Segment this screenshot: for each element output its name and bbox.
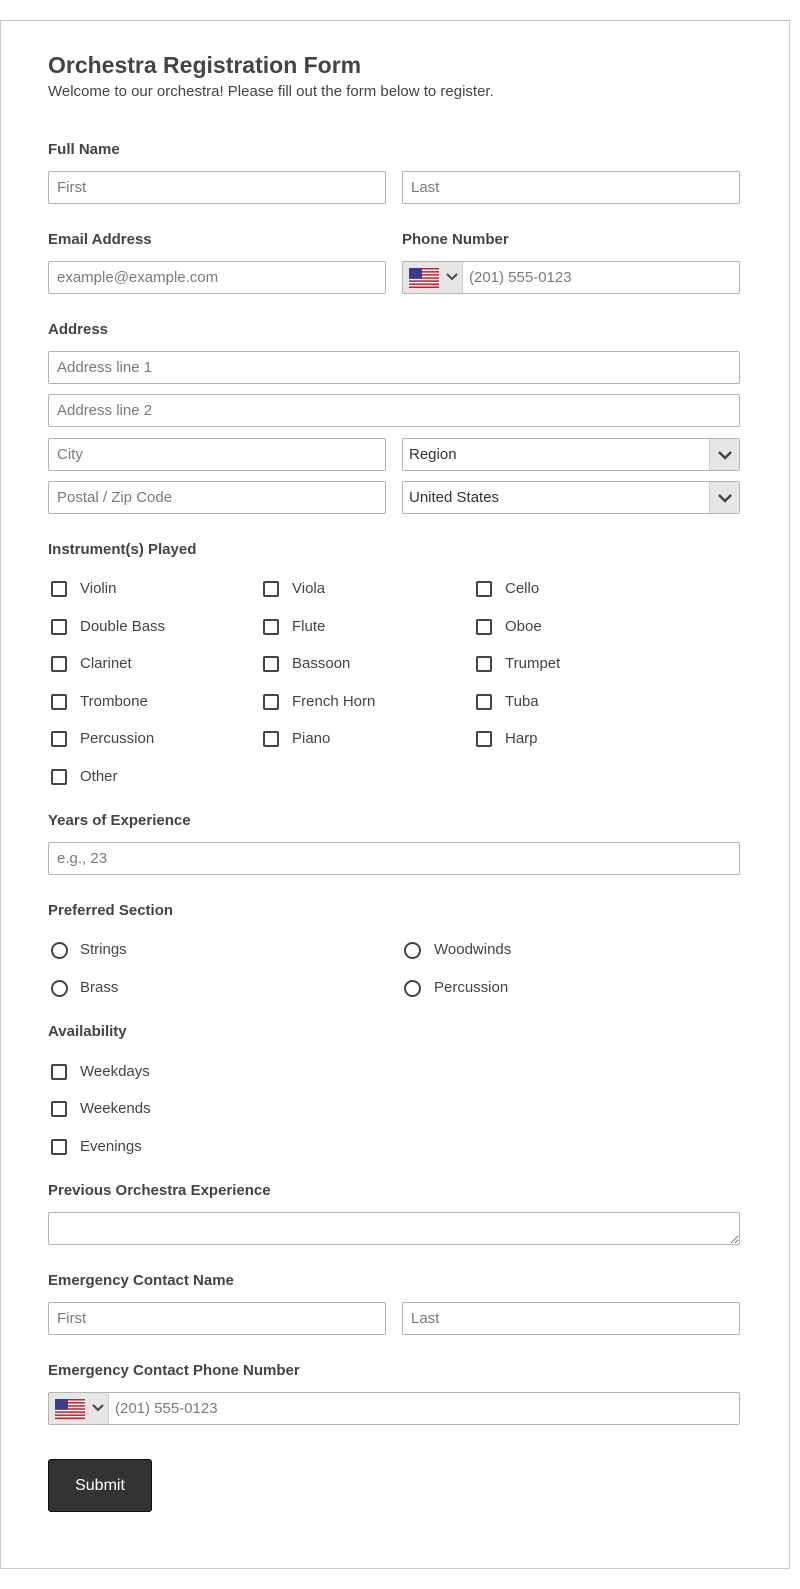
radio-woodwinds[interactable] [404, 942, 421, 959]
region-select[interactable] [402, 438, 740, 471]
checkbox-label: Oboe [505, 618, 542, 635]
checkbox-label: Trombone [80, 693, 148, 710]
radio-brass[interactable] [51, 980, 68, 997]
checkbox-label: Other [80, 768, 118, 785]
chevron-down-icon [446, 272, 458, 282]
postal-code-input[interactable] [48, 481, 386, 514]
address-label: Address [48, 321, 109, 338]
checkbox-label: Harp [505, 730, 538, 747]
experience-input[interactable] [48, 842, 740, 875]
full-name-label: Full Name [48, 141, 120, 158]
checkbox-viola[interactable] [263, 581, 279, 597]
checkbox-label: Percussion [80, 730, 155, 747]
emergency-country-code-selector[interactable] [49, 1393, 109, 1424]
radio-strings[interactable] [51, 942, 68, 959]
last-name-input[interactable] [402, 171, 740, 204]
checkbox-percussion[interactable] [51, 731, 67, 747]
emergency-first-name-input[interactable] [48, 1302, 386, 1335]
radio-label: Woodwinds [434, 941, 512, 958]
us-flag-icon [55, 1399, 85, 1419]
form-subtitle: Welcome to our orchestra! Please fill out the form below to register. [48, 83, 494, 100]
checkbox-trumpet[interactable] [476, 656, 492, 672]
emergency-name-label: Emergency Contact Name [48, 1272, 234, 1289]
chevron-down-icon [92, 1403, 104, 1413]
checkbox-label: Trumpet [505, 655, 561, 672]
submit-button[interactable]: Submit [48, 1459, 152, 1512]
first-name-input[interactable] [48, 171, 386, 204]
radio-label: Percussion [434, 979, 509, 996]
country-code-selector[interactable] [403, 262, 463, 293]
checkbox-weekdays[interactable] [51, 1064, 67, 1080]
address-line1-input[interactable] [48, 351, 740, 384]
checkbox-evenings[interactable] [51, 1139, 67, 1155]
checkbox-trombone[interactable] [51, 694, 67, 710]
checkbox-label: French Horn [292, 693, 376, 710]
previous-experience-textarea[interactable] [48, 1212, 740, 1245]
checkbox-harp[interactable] [476, 731, 492, 747]
address-line2-input[interactable] [48, 394, 740, 427]
chevron-down-icon [718, 493, 732, 503]
checkbox-weekends[interactable] [51, 1101, 67, 1117]
experience-label: Years of Experience [48, 812, 191, 829]
section-label: Preferred Section [48, 902, 174, 919]
previous-experience-label: Previous Orchestra Experience [48, 1182, 271, 1199]
checkbox-label: Evenings [80, 1138, 142, 1155]
country-select-value: United States [409, 489, 500, 506]
radio-label: Brass [80, 979, 119, 996]
checkbox-label: Weekends [80, 1100, 151, 1117]
checkbox-tuba[interactable] [476, 694, 492, 710]
checkbox-flute[interactable] [263, 619, 279, 635]
checkbox-bassoon[interactable] [263, 656, 279, 672]
checkbox-clarinet[interactable] [51, 656, 67, 672]
email-input[interactable] [48, 261, 386, 294]
us-flag-icon [409, 268, 439, 288]
checkbox-label: Viola [292, 580, 326, 597]
checkbox-cello[interactable] [476, 581, 492, 597]
checkbox-label: Bassoon [292, 655, 351, 672]
radio-percussion[interactable] [404, 980, 421, 997]
checkbox-oboe[interactable] [476, 619, 492, 635]
chevron-down-icon [718, 450, 732, 460]
checkbox-label: Clarinet [80, 655, 132, 672]
region-select-value: Region [409, 446, 457, 463]
instruments-label: Instrument(s) Played [48, 541, 197, 558]
checkbox-label: Tuba [505, 693, 539, 710]
checkbox-label: Cello [505, 580, 540, 597]
checkbox-label: Flute [292, 618, 326, 635]
emergency-phone-input[interactable] [110, 1393, 730, 1424]
region-dropdown-button[interactable] [709, 439, 739, 470]
emergency-phone-label: Emergency Contact Phone Number [48, 1362, 300, 1379]
checkbox-french-horn[interactable] [263, 694, 279, 710]
city-input[interactable] [48, 438, 386, 471]
checkbox-piano[interactable] [263, 731, 279, 747]
phone-input[interactable] [464, 262, 734, 293]
checkbox-other[interactable] [51, 769, 67, 785]
country-dropdown-button[interactable] [709, 482, 739, 513]
emergency-last-name-input[interactable] [402, 1302, 740, 1335]
emergency-phone-field [48, 1392, 740, 1425]
checkbox-label: Double Bass [80, 618, 166, 635]
phone-field [402, 261, 740, 294]
availability-label: Availability [48, 1023, 127, 1040]
phone-label: Phone Number [402, 231, 509, 248]
email-label: Email Address [48, 231, 152, 248]
checkbox-label: Piano [292, 730, 331, 747]
form-title: Orchestra Registration Form [48, 52, 362, 78]
form-card [0, 20, 790, 1569]
checkbox-double-bass[interactable] [51, 619, 67, 635]
country-select[interactable] [402, 481, 740, 514]
radio-label: Strings [80, 941, 127, 958]
checkbox-label: Violin [80, 580, 117, 597]
checkbox-violin[interactable] [51, 581, 67, 597]
checkbox-label: Weekdays [80, 1063, 150, 1080]
